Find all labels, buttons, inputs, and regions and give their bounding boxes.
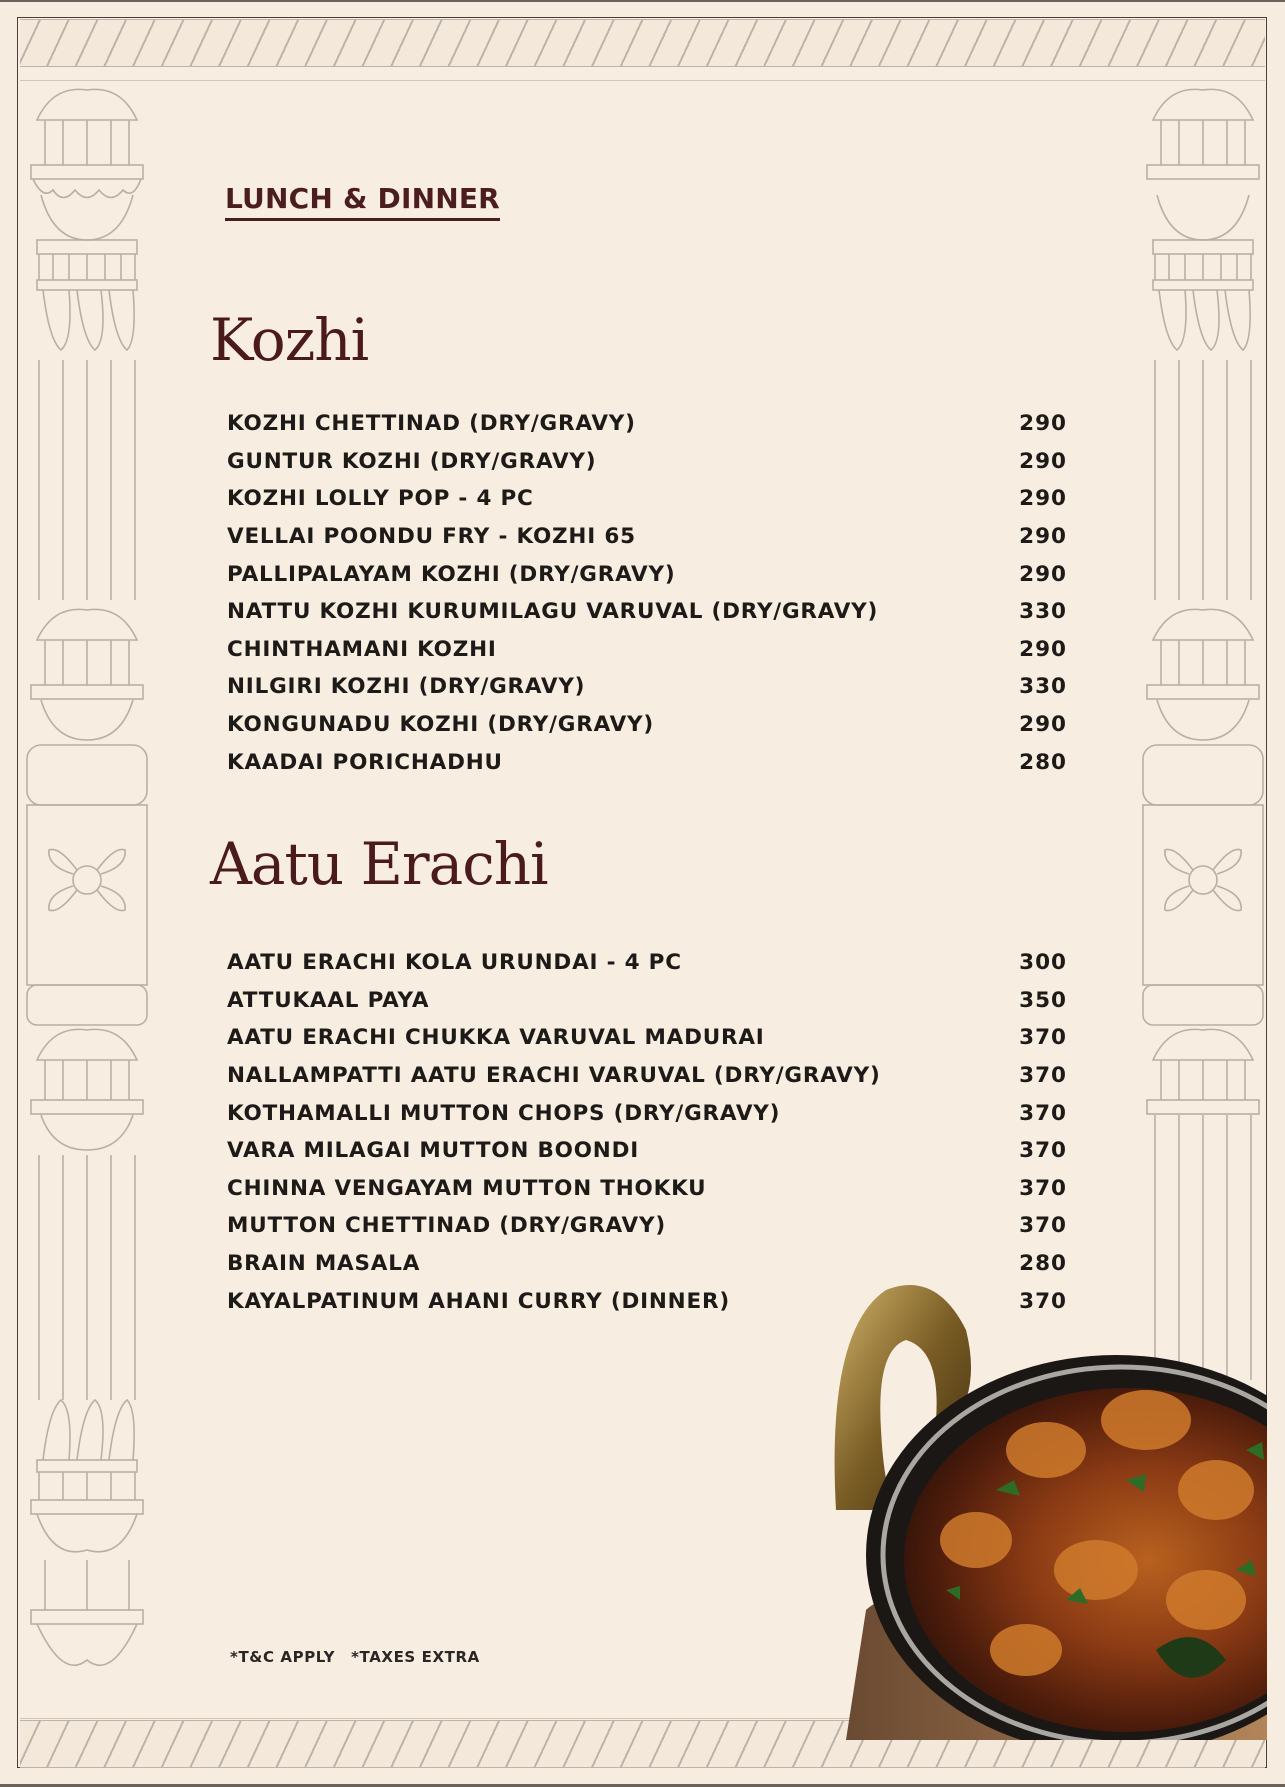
menu-item bbox=[227, 1094, 1067, 1132]
item-price: 370 bbox=[1019, 1288, 1067, 1314]
item-price: 280 bbox=[1019, 1251, 1067, 1277]
item-name: KAYALPATINUM AHANI CURRY (DINNER) bbox=[227, 1288, 730, 1314]
menu-item bbox=[227, 944, 1067, 982]
item-name: MUTTON CHETTINAD (DRY/GRAVY) bbox=[227, 1213, 666, 1239]
menu-item bbox=[227, 743, 1067, 781]
menu-item bbox=[227, 555, 1067, 593]
item-name: ATTUKAAL PAYA bbox=[227, 987, 430, 1013]
item-price: 290 bbox=[1019, 448, 1067, 474]
menu-item bbox=[227, 631, 1067, 669]
item-name: KONGUNADU KOZHI (DRY/GRAVY) bbox=[227, 712, 655, 738]
item-price: 290 bbox=[1019, 561, 1067, 587]
footer-notes bbox=[230, 1648, 480, 1666]
item-price: 280 bbox=[1019, 749, 1067, 775]
item-name: CHINNA VENGAYAM MUTTON THOKKU bbox=[227, 1175, 707, 1201]
item-name: GUNTUR KOZHI (DRY/GRAVY) bbox=[227, 448, 597, 474]
item-name: KAADAI PORICHADHU bbox=[227, 749, 503, 775]
menu-item bbox=[227, 668, 1067, 706]
menu-item bbox=[227, 1207, 1067, 1245]
menu-category-heading: LUNCH & DINNER bbox=[225, 182, 500, 221]
item-name: AATU ERACHI KOLA URUNDAI - 4 PC bbox=[227, 950, 682, 976]
section-title-aatu-erachi: Aatu Erachi bbox=[210, 830, 548, 898]
menu-item bbox=[227, 1170, 1067, 1208]
menu-item bbox=[227, 1132, 1067, 1170]
item-price: 370 bbox=[1019, 1138, 1067, 1164]
item-name: CHINTHAMANI KOZHI bbox=[227, 636, 497, 662]
item-price: 290 bbox=[1019, 411, 1067, 437]
menu-item bbox=[227, 982, 1067, 1020]
item-name: PALLIPALAYAM KOZHI (DRY/GRAVY) bbox=[227, 561, 676, 587]
menu-item bbox=[227, 480, 1067, 518]
item-price: 370 bbox=[1019, 1175, 1067, 1201]
menu-item bbox=[227, 518, 1067, 556]
menu-item bbox=[227, 1057, 1067, 1095]
menu-item bbox=[227, 405, 1067, 443]
terms-note: *T&C APPLY bbox=[230, 1648, 336, 1666]
item-price: 300 bbox=[1019, 950, 1067, 976]
item-name: VELLAI POONDU FRY - KOZHI 65 bbox=[227, 524, 636, 550]
item-name: VARA MILAGAI MUTTON BOONDI bbox=[227, 1138, 640, 1164]
menu-list-kozhi bbox=[227, 405, 1067, 781]
item-name: KOZHI CHETTINAD (DRY/GRAVY) bbox=[227, 411, 636, 437]
item-name: KOZHI LOLLY POP - 4 PC bbox=[227, 486, 534, 512]
item-price: 290 bbox=[1019, 524, 1067, 550]
item-name: AATU ERACHI CHUKKA VARUVAL MADURAI bbox=[227, 1025, 765, 1051]
item-price: 350 bbox=[1019, 987, 1067, 1013]
taxes-note: *TAXES EXTRA bbox=[351, 1648, 480, 1666]
item-price: 370 bbox=[1019, 1025, 1067, 1051]
item-price: 290 bbox=[1019, 636, 1067, 662]
item-name: KOTHAMALLI MUTTON CHOPS (DRY/GRAVY) bbox=[227, 1100, 781, 1126]
item-name: NILGIRI KOZHI (DRY/GRAVY) bbox=[227, 674, 586, 700]
item-name: NATTU KOZHI KURUMILAGU VARUVAL (DRY/GRAVY) bbox=[227, 599, 879, 625]
item-price: 290 bbox=[1019, 486, 1067, 512]
section-title-kozhi: Kozhi bbox=[210, 306, 369, 374]
menu-item bbox=[227, 706, 1067, 744]
menu-item bbox=[227, 443, 1067, 481]
item-name: NALLAMPATTI AATU ERACHI VARUVAL (DRY/GRAVY) bbox=[227, 1063, 881, 1089]
item-price: 370 bbox=[1019, 1100, 1067, 1126]
menu-item bbox=[227, 1019, 1067, 1057]
menu-item bbox=[227, 593, 1067, 631]
dish-photo bbox=[826, 1270, 1267, 1740]
item-price: 290 bbox=[1019, 712, 1067, 738]
item-name: BRAIN MASALA bbox=[227, 1251, 421, 1277]
menu-list-aatu-erachi bbox=[227, 944, 1067, 1320]
item-price: 370 bbox=[1019, 1213, 1067, 1239]
item-price: 330 bbox=[1019, 674, 1067, 700]
mutton-curry-in-brass-kadai-image bbox=[826, 1270, 1267, 1740]
item-price: 330 bbox=[1019, 599, 1067, 625]
item-price: 370 bbox=[1019, 1063, 1067, 1089]
